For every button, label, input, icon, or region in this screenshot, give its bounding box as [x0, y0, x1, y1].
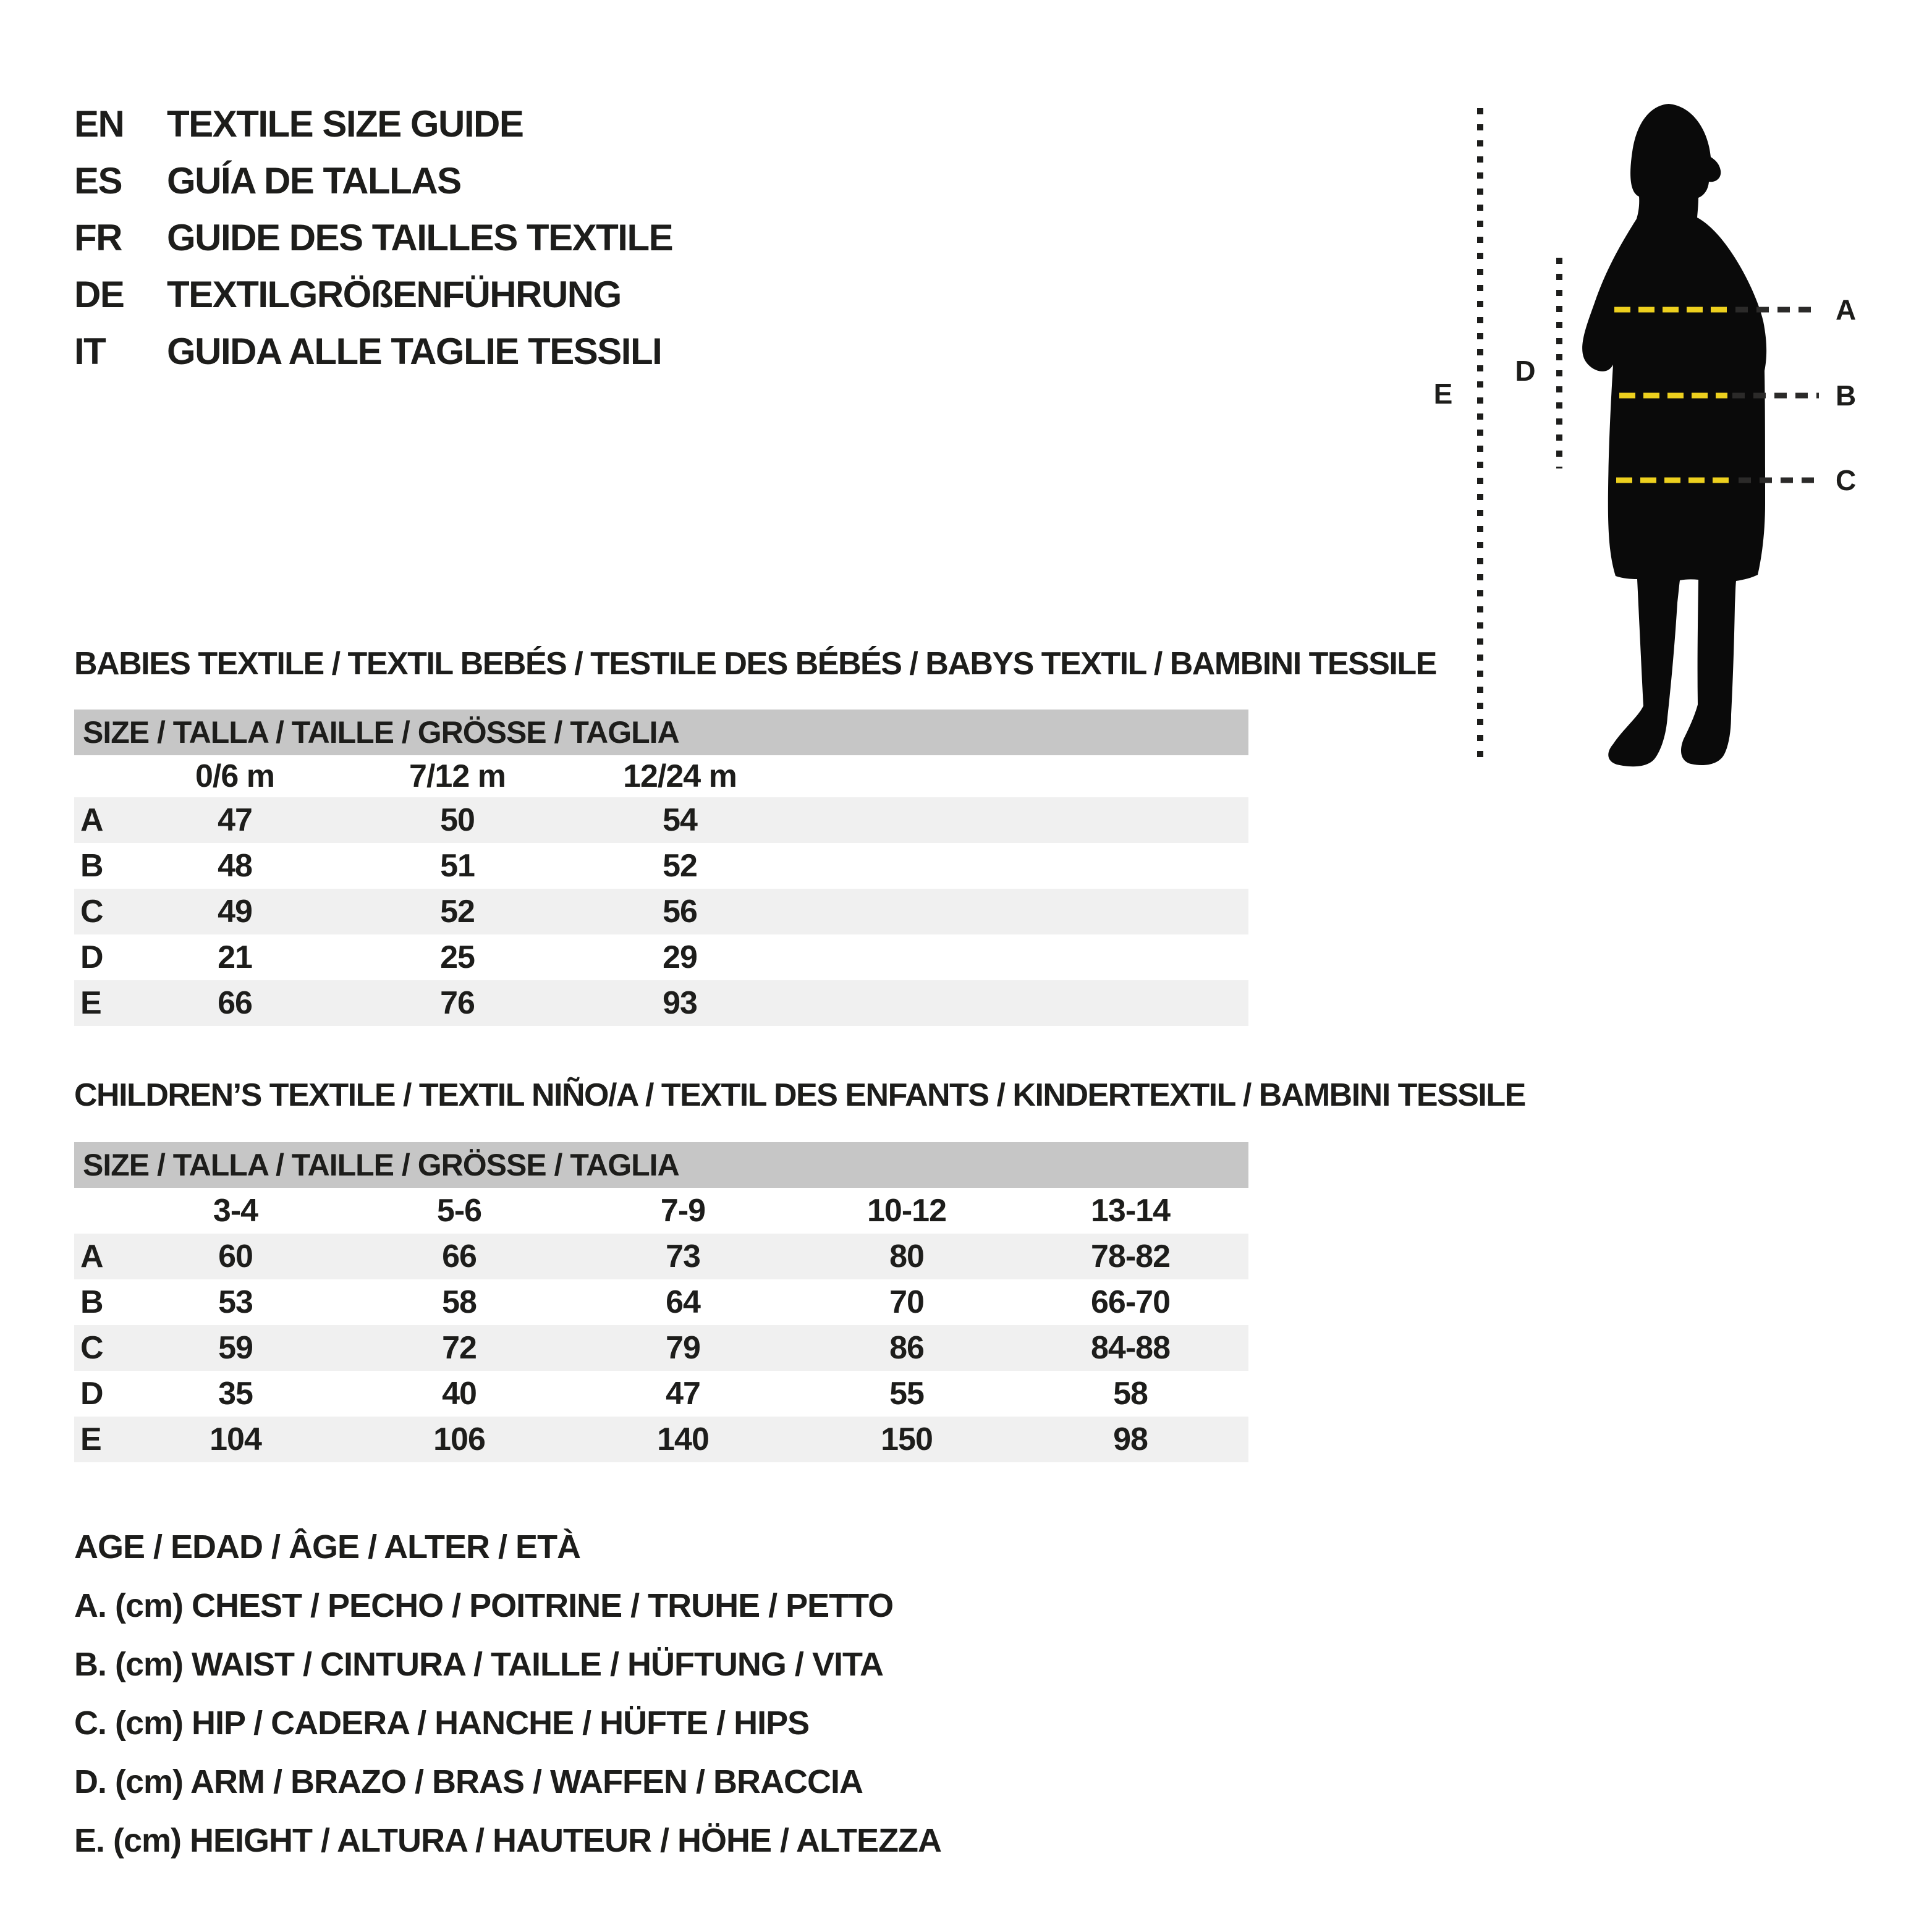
cell: 29: [663, 939, 697, 975]
cell: 86: [889, 1330, 924, 1366]
children-col-header: 10-12: [867, 1193, 946, 1229]
cell: 25: [440, 939, 475, 975]
cell: 150: [881, 1421, 933, 1457]
children-col-header: 13-14: [1091, 1193, 1170, 1229]
cell: 98: [1113, 1421, 1148, 1457]
cell: 40: [442, 1376, 477, 1412]
row-label: A: [80, 1239, 103, 1274]
children-col-header: 7-9: [660, 1193, 706, 1229]
row-label: C: [80, 1330, 103, 1366]
babies-column-header-row: [74, 755, 1248, 797]
legend-line-arm: D. (cm) ARM / BRAZO / BRAS / WAFFEN / BRACCIA: [74, 1763, 863, 1800]
figure-label-E: E: [1433, 378, 1453, 410]
cell: 78-82: [1091, 1239, 1170, 1274]
babies-col-header: 0/6 m: [195, 758, 274, 794]
legend-line-chest: A. (cm) CHEST / PECHO / POITRINE / TRUHE / PETTO: [74, 1587, 894, 1624]
cell: 54: [663, 802, 697, 838]
row-label: A: [80, 802, 103, 838]
table-row: [74, 1279, 1248, 1325]
cell: 66: [442, 1239, 477, 1274]
cell: 48: [218, 848, 252, 884]
cell: 79: [666, 1330, 700, 1366]
cell: 60: [218, 1239, 253, 1274]
cell: 72: [442, 1330, 477, 1366]
legend-line-height: E. (cm) HEIGHT / ALTURA / HAUTEUR / HÖHE / ALTEZZA: [74, 1821, 941, 1859]
language-title: TEXTILGRÖßENFÜHRUNG: [167, 273, 621, 315]
legend-line-hip: C. (cm) HIP / CADERA / HANCHE / HÜFTE / HIPS: [74, 1704, 810, 1742]
language-code: ES: [74, 159, 122, 201]
language-code: DE: [74, 273, 124, 315]
table-row: [74, 1325, 1248, 1371]
measurement-figure: [1409, 87, 1932, 803]
language-code: IT: [74, 330, 106, 372]
figure-label-B: B: [1836, 379, 1857, 412]
cell: 73: [666, 1239, 700, 1274]
row-label: E: [80, 1421, 101, 1457]
babies-section-heading: BABIES TEXTILE / TEXTIL BEBÉS / TESTILE DES BÉBÉS / BABYS TEXTIL / BAMBINI TESSILE: [74, 646, 1436, 682]
language-title: GUIDA ALLE TAGLIE TESSILI: [167, 330, 662, 372]
babies-col-header: 12/24 m: [623, 758, 737, 794]
legend-line-age: AGE / EDAD / ÂGE / ALTER / ETÀ: [74, 1528, 581, 1566]
table-row: [74, 1417, 1248, 1462]
cell: 21: [218, 939, 252, 975]
table-row: [74, 843, 1248, 889]
cell: 50: [440, 802, 475, 838]
figure-label-D: D: [1515, 355, 1536, 387]
table-row: [74, 1371, 1248, 1417]
cell: 47: [666, 1376, 700, 1412]
child-silhouette-path: [1582, 104, 1766, 766]
cell: 56: [663, 894, 697, 930]
cell: 51: [440, 848, 475, 884]
cell: 66-70: [1091, 1284, 1170, 1320]
language-code: EN: [74, 103, 124, 145]
cell: 35: [218, 1376, 253, 1412]
cell: 104: [210, 1421, 261, 1457]
children-column-header-row: [74, 1188, 1248, 1234]
cell: 80: [889, 1239, 924, 1274]
babies-col-header: 7/12 m: [409, 758, 506, 794]
cell: 58: [1113, 1376, 1148, 1412]
language-title: GUIDE DES TAILLES TEXTILE: [167, 216, 673, 258]
row-label: B: [80, 848, 103, 884]
cell: 58: [442, 1284, 477, 1320]
figure-label-C: C: [1836, 464, 1857, 496]
children-size-bar: SIZE / TALLA / TAILLE / GRÖSSE / TAGLIA: [74, 1142, 1248, 1188]
row-label: D: [80, 1376, 103, 1412]
child-silhouette: [1582, 104, 1766, 766]
cell: 47: [218, 802, 252, 838]
babies-size-table: [74, 710, 1248, 1026]
cell: 55: [889, 1376, 924, 1412]
figure-label-A: A: [1836, 294, 1857, 326]
language-row-de: [74, 266, 939, 323]
language-list: [74, 95, 939, 379]
language-row-es: [74, 152, 939, 209]
table-row: [74, 1234, 1248, 1279]
children-size-table: [74, 1142, 1248, 1462]
row-label: C: [80, 894, 103, 930]
cell: 53: [218, 1284, 253, 1320]
table-row: [74, 797, 1248, 843]
language-code: FR: [74, 216, 122, 258]
cell: 93: [663, 985, 697, 1021]
legend-line-waist: B. (cm) WAIST / CINTURA / TAILLE / HÜFTUNG / VITA: [74, 1645, 883, 1683]
cell: 59: [218, 1330, 253, 1366]
language-row-it: [74, 323, 939, 379]
language-row-fr: [74, 209, 939, 266]
cell: 66: [218, 985, 252, 1021]
cell: 49: [218, 894, 252, 930]
cell: 140: [657, 1421, 709, 1457]
children-section-heading: CHILDREN’S TEXTILE / TEXTIL NIÑO/A / TEXTIL DES ENFANTS / KINDERTEXTIL / BAMBINI TESSILE: [74, 1077, 1525, 1113]
table-row: [74, 889, 1248, 934]
cell: 106: [433, 1421, 485, 1457]
measurement-legend: [74, 1517, 1248, 1870]
babies-size-bar: SIZE / TALLA / TAILLE / GRÖSSE / TAGLIA: [74, 710, 1248, 755]
cell: 52: [663, 848, 697, 884]
row-label: D: [80, 939, 103, 975]
table-row: [74, 934, 1248, 980]
cell: 64: [666, 1284, 700, 1320]
table-row: [74, 980, 1248, 1026]
row-label: B: [80, 1284, 103, 1320]
cell: 52: [440, 894, 475, 930]
row-label: E: [80, 985, 101, 1021]
children-col-header: 3-4: [213, 1193, 258, 1229]
language-title: GUÍA DE TALLAS: [167, 159, 461, 201]
language-row-en: [74, 95, 939, 152]
cell: 70: [889, 1284, 924, 1320]
cell: 76: [440, 985, 475, 1021]
language-title: TEXTILE SIZE GUIDE: [167, 103, 523, 145]
children-col-header: 5-6: [436, 1193, 482, 1229]
cell: 84-88: [1091, 1330, 1170, 1366]
